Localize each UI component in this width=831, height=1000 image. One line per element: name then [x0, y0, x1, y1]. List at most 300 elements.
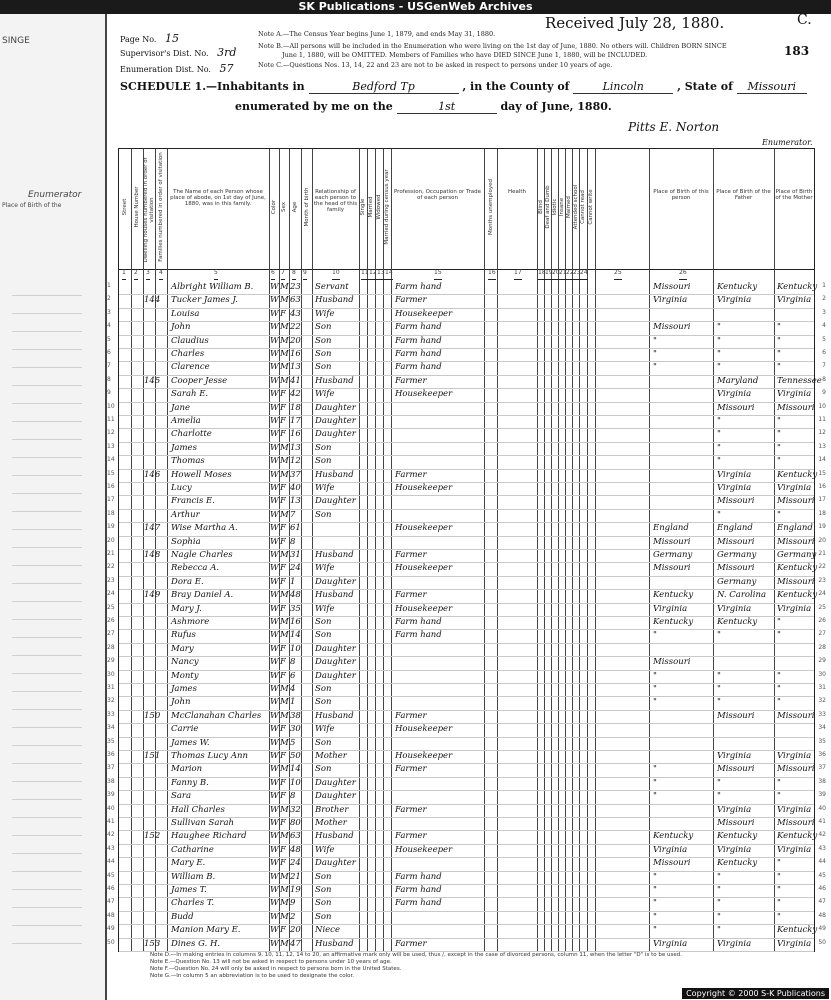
relationship-cell: Daughter [315, 402, 356, 413]
father-birthplace-cell: England [717, 523, 753, 534]
row-number-right: 46 [818, 885, 826, 892]
mother-birthplace-cell: Missouri [777, 576, 815, 587]
table-row [107, 924, 826, 938]
person-name: Nagle Charles [171, 550, 233, 560]
row-number-right: 38 [818, 777, 826, 785]
sheet-number: 183 [784, 44, 810, 58]
dwelling-number: 153 [144, 938, 161, 949]
table-row [107, 777, 826, 791]
person-name: Cooper Jesse [171, 375, 228, 386]
sex-cell: F [280, 429, 286, 440]
table-row [107, 723, 826, 737]
row-number-right: 44 [818, 858, 826, 866]
birthplace-cell: " [653, 335, 657, 346]
age-cell: 1 [290, 576, 296, 587]
age-cell: 41 [290, 375, 301, 386]
occupation-cell: Farmer [395, 938, 427, 949]
person-name: Lucy [171, 483, 192, 493]
column-header: Insane [558, 197, 565, 217]
sex-cell: F [280, 777, 286, 788]
column-header: Sex [281, 201, 287, 213]
row-number: 12 [107, 429, 115, 437]
row-number: 26 [107, 617, 115, 624]
occupation-cell: Farm hand [395, 898, 442, 909]
adjacent-page-word: SINGE [2, 36, 30, 46]
age-cell: 35 [290, 603, 301, 614]
sex-cell: M [280, 938, 289, 949]
relationship-cell: Wife [315, 563, 335, 574]
occupation-cell: Farmer [395, 804, 427, 815]
row-number: 46 [107, 885, 115, 892]
mother-birthplace-cell: Kentucky [777, 282, 818, 292]
person-name: Jane [171, 402, 190, 413]
father-birthplace-cell: " [717, 630, 721, 641]
father-birthplace-cell: " [717, 362, 721, 373]
color-cell: W [270, 282, 279, 292]
table-row [107, 804, 826, 818]
row-number: 38 [107, 777, 115, 785]
relationship-cell: Mother [315, 751, 347, 761]
mother-birthplace-cell: Virginia [777, 938, 812, 949]
person-name: Thomas Lucy Ann [171, 751, 248, 761]
birthplace-cell: Kentucky [653, 617, 694, 627]
column-number: 17 [514, 269, 522, 280]
sex-cell: M [280, 697, 289, 708]
sex-cell: M [280, 764, 289, 775]
table-row [107, 750, 826, 764]
relationship-cell: Son [315, 898, 332, 909]
row-number-right: 29 [818, 657, 826, 665]
row-number: 31 [107, 684, 115, 691]
column-header: Month of birth [303, 187, 310, 227]
person-name: James [171, 684, 197, 694]
age-cell: 10 [290, 643, 301, 654]
relationship-cell: Son [315, 322, 332, 333]
father-birthplace-cell: " [717, 416, 721, 426]
age-cell: 18 [290, 402, 301, 413]
row-number-right: 9 [822, 389, 826, 397]
dwelling-number: 150 [144, 710, 161, 721]
relationship-cell: Wife [315, 308, 335, 319]
birthplace-cell: Kentucky [653, 590, 694, 601]
row-number-right: 30 [818, 670, 826, 678]
table-row [107, 603, 826, 617]
occupation-cell: Housekeeper [395, 603, 453, 614]
row-number-right: 15 [818, 469, 826, 477]
occupation-cell: Farmer [395, 710, 427, 721]
mother-birthplace-cell: " [777, 911, 781, 922]
footer-note: Note G.—In column 5 an abbreviation is to be used to designate the color. [150, 973, 355, 979]
sex-cell: F [280, 818, 286, 828]
father-birthplace-cell: Kentucky [717, 858, 758, 869]
father-birthplace-cell: Virginia [717, 483, 752, 493]
row-number: 19 [107, 523, 115, 531]
enumeration-value: 57 [219, 62, 234, 75]
row-number: 16 [107, 483, 115, 490]
color-cell: W [270, 576, 279, 587]
row-number: 42 [107, 831, 115, 839]
column-number: 9 [303, 269, 307, 280]
row-number: 39 [107, 791, 115, 799]
father-birthplace-cell: " [717, 898, 721, 909]
table-row [107, 348, 826, 362]
column-header: Widowed [376, 194, 382, 220]
person-name: Albright William B. [171, 282, 254, 292]
adjacent-page-word: Place of Birth of the [2, 202, 62, 209]
county-value: Lincoln [573, 80, 673, 94]
column-number: 6 [271, 269, 275, 280]
sex-cell: M [280, 322, 289, 333]
relationship-cell: Daughter [315, 643, 356, 654]
relationship-cell: Son [315, 764, 332, 775]
father-birthplace-cell: " [717, 885, 721, 895]
color-cell: W [270, 643, 279, 654]
occupation-cell: Housekeeper [395, 844, 453, 855]
row-number-right: 22 [818, 563, 826, 571]
row-number-right: 39 [818, 791, 826, 799]
person-name: Thomas [171, 456, 205, 467]
sex-cell: F [280, 925, 286, 936]
row-number-right: 16 [818, 483, 826, 490]
row-number-right: 14 [818, 456, 826, 464]
relationship-cell: Daughter [315, 777, 356, 788]
row-number-right: 20 [818, 536, 826, 544]
row-number: 17 [107, 496, 115, 504]
relationship-cell: Wife [315, 724, 335, 735]
row-number-right: 28 [818, 643, 826, 651]
mother-birthplace-cell: " [777, 858, 781, 869]
mother-birthplace-cell: Kentucky [777, 469, 818, 480]
table-row [107, 361, 826, 375]
column-header: Color [271, 199, 277, 215]
column-number: 10 [332, 269, 340, 280]
person-name: Charlotte [171, 429, 212, 440]
column-number: 21 [559, 269, 567, 280]
row-number: 11 [107, 416, 115, 423]
sex-cell: M [280, 684, 289, 694]
person-name: Charles [171, 349, 205, 359]
mother-birthplace-cell: " [777, 885, 781, 895]
supervisor-label: Supervisor's Dist. No. [120, 49, 209, 58]
row-number-right: 18 [818, 509, 826, 517]
sex-cell: F [280, 416, 286, 426]
county-label: , in the County of [462, 80, 570, 93]
mother-birthplace-cell: " [777, 362, 781, 373]
birthplace-cell: Virginia [653, 844, 688, 855]
relationship-cell: Son [315, 885, 332, 895]
sex-cell: F [280, 657, 286, 668]
sex-cell: M [280, 885, 289, 895]
row-number: 43 [107, 844, 115, 852]
color-cell: W [270, 536, 279, 547]
sex-cell: M [280, 737, 289, 748]
column-header: House Number [134, 186, 140, 228]
sex-cell: M [280, 831, 289, 842]
color-cell: W [270, 898, 279, 909]
row-number-right: 32 [818, 697, 826, 705]
age-cell: 32 [290, 804, 301, 815]
birthplace-cell: Virginia [653, 938, 688, 949]
row-number: 9 [107, 389, 111, 397]
father-birthplace-cell: Virginia [717, 751, 752, 761]
column-header: Cannot write [588, 189, 594, 225]
supervisor-value: 3rd [217, 46, 237, 59]
father-birthplace-cell: " [717, 911, 721, 922]
dwelling-number: 149 [144, 590, 161, 601]
color-cell: W [270, 563, 279, 574]
row-number-right: 3 [822, 308, 826, 316]
color-cell: W [270, 295, 279, 306]
father-birthplace-cell: " [717, 684, 721, 694]
color-cell: W [270, 871, 279, 882]
table-row [107, 897, 826, 911]
color-cell: W [270, 375, 279, 386]
column-header: Attended school [572, 184, 579, 230]
sex-cell: F [280, 858, 286, 869]
column-header: Profession, Occupation or Trade of each person [393, 189, 482, 201]
census-table [107, 148, 826, 952]
person-name: John [171, 322, 191, 333]
row-number-right: 45 [818, 871, 826, 879]
mother-birthplace-cell: Kentucky [777, 590, 818, 601]
age-cell: 16 [290, 429, 301, 440]
father-birthplace-cell: Missouri [717, 710, 755, 721]
person-name: Francis E. [171, 496, 215, 507]
color-cell: W [270, 335, 279, 346]
column-header: Blind [537, 200, 544, 214]
age-cell: 8 [290, 791, 296, 802]
mother-birthplace-cell: " [777, 630, 781, 641]
column-header: Families numbered in order of visitation [158, 152, 164, 262]
person-name: McClanahan Charles [171, 710, 262, 721]
relationship-cell: Husband [315, 375, 354, 386]
table-row [107, 871, 826, 885]
birthplace-cell: " [653, 362, 657, 373]
occupation-cell: Farm hand [395, 362, 442, 373]
person-name: Sullivan Sarah [171, 818, 234, 828]
sex-cell: M [280, 335, 289, 346]
column-number: 15 [434, 269, 442, 280]
occupation-cell: Housekeeper [395, 483, 453, 493]
row-number: 3 [107, 308, 111, 316]
column-number: 20 [552, 269, 560, 280]
color-cell: W [270, 389, 279, 400]
sex-cell: F [280, 402, 286, 413]
column-header: Months unemployed [487, 178, 494, 236]
dwelling-number: 152 [144, 831, 161, 842]
father-birthplace-cell: " [717, 791, 721, 802]
age-cell: 17 [290, 416, 301, 426]
father-birthplace-cell: N. Carolina [717, 590, 767, 601]
table-row [107, 857, 826, 871]
adjacent-page-strip [0, 14, 107, 1000]
table-row [107, 683, 826, 697]
column-header: Place of Birth of the Mother [775, 189, 813, 201]
page-number-label: Page No. [120, 35, 157, 44]
occupation-cell: Farm hand [395, 335, 442, 346]
column-header: Health [507, 189, 527, 195]
color-cell: W [270, 777, 279, 788]
row-number: 36 [107, 751, 115, 758]
row-number: 47 [107, 898, 115, 906]
occupation-cell: Farm hand [395, 349, 442, 359]
age-cell: 16 [290, 617, 301, 627]
color-cell: W [270, 764, 279, 775]
father-birthplace-cell: Missouri [717, 536, 755, 547]
mother-birthplace-cell: " [777, 871, 781, 882]
note-b: Note B.—All persons will be included in the Enumeration who were living on the 1st day of June, 1880. No others will. Children BORN SINCE [258, 42, 727, 50]
person-name: Louisa [171, 308, 200, 319]
copyright: Copyright © 2000 S-K Publications [682, 988, 829, 999]
birthplace-cell: Virginia [653, 295, 688, 306]
table-row [107, 335, 826, 349]
row-number-right: 47 [818, 898, 826, 906]
color-cell: W [270, 550, 279, 560]
row-number-right: 49 [818, 925, 826, 933]
color-cell: W [270, 416, 279, 426]
enumerated-label: enumerated by me on the [235, 100, 393, 113]
footer-note: Note E.—Question No. 13 will not be asked in respect to persons under 10 years of age. [150, 959, 392, 965]
birthplace-cell: " [653, 791, 657, 802]
column-number: 19 [545, 269, 553, 280]
color-cell: W [270, 724, 279, 735]
sex-cell: M [280, 871, 289, 882]
father-birthplace-cell: Missouri [717, 402, 755, 413]
father-birthplace-cell: Virginia [717, 844, 752, 855]
person-name: Mary [171, 643, 194, 654]
age-cell: 23 [290, 282, 301, 292]
sex-cell: F [280, 496, 286, 507]
table-row [107, 763, 826, 777]
person-name: Carrie [171, 724, 199, 735]
row-number-right: 40 [818, 804, 826, 812]
sex-cell: M [280, 509, 289, 520]
enumeration-label: Enumeration Dist. No. [120, 65, 211, 74]
table-row [107, 536, 826, 550]
occupation-cell: Farmer [395, 764, 427, 775]
mother-birthplace-cell: Virginia [777, 483, 812, 493]
column-header: Idiotic [551, 198, 558, 216]
occupation-cell: Farmer [395, 469, 427, 480]
row-number: 48 [107, 911, 115, 919]
enumerator-label: Enumerator. [762, 138, 813, 147]
father-birthplace-cell: Maryland [717, 375, 759, 386]
column-header: Married [368, 196, 374, 218]
state-value: Missouri [737, 80, 807, 94]
row-number-right: 12 [818, 429, 826, 437]
row-number: 27 [107, 630, 115, 638]
birthplace-cell: " [653, 925, 657, 936]
person-name: John [171, 697, 191, 708]
color-cell: W [270, 308, 279, 319]
row-number-right: 5 [822, 335, 826, 343]
row-number-right: 50 [818, 938, 826, 946]
column-number: 18 [538, 269, 546, 280]
relationship-cell: Son [315, 684, 332, 694]
row-number-right: 37 [818, 764, 826, 772]
mother-birthplace-cell: " [777, 349, 781, 359]
color-cell: W [270, 684, 279, 694]
occupation-cell: Housekeeper [395, 563, 453, 574]
age-cell: 37 [290, 469, 301, 480]
relationship-cell: Son [315, 362, 332, 373]
relationship-cell: Husband [315, 831, 354, 842]
birthplace-cell: Germany [653, 550, 693, 560]
birthplace-cell: Virginia [653, 603, 688, 614]
person-name: Dines G. H. [171, 938, 221, 949]
mother-birthplace-cell: Virginia [777, 295, 812, 306]
person-name: Sarah E. [171, 389, 209, 400]
mother-birthplace-cell: " [777, 335, 781, 346]
occupation-cell: Farmer [395, 831, 427, 842]
column-number: 23 [573, 269, 581, 280]
row-number-right: 26 [818, 617, 826, 624]
row-number: 5 [107, 335, 111, 343]
month-label: day of June, 1880. [500, 100, 612, 113]
person-name: Tucker James J. [171, 295, 238, 306]
age-cell: 30 [290, 724, 301, 735]
row-number: 28 [107, 643, 115, 651]
column-number: 22 [566, 269, 574, 280]
enumerated-line [235, 100, 612, 114]
relationship-cell: Son [315, 630, 332, 641]
birthplace-cell: " [653, 911, 657, 922]
enumerated-day: 1st [397, 100, 497, 114]
color-cell: W [270, 496, 279, 507]
age-cell: 61 [290, 523, 301, 534]
table-row [107, 562, 826, 576]
color-cell: W [270, 925, 279, 936]
column-header: Single [360, 198, 366, 216]
occupation-cell: Farmer [395, 295, 427, 306]
color-cell: W [270, 791, 279, 802]
person-name: Sara [171, 791, 192, 802]
row-number: 10 [107, 402, 115, 410]
row-number: 33 [107, 710, 115, 718]
relationship-cell: Wife [315, 483, 335, 493]
column-header: Street [122, 198, 128, 216]
age-cell: 63 [290, 295, 301, 306]
relationship-cell: Husband [315, 550, 354, 560]
dwelling-number: 145 [144, 375, 161, 386]
row-number-right: 4 [822, 322, 826, 330]
row-number: 37 [107, 764, 115, 772]
column-number: 7 [281, 269, 285, 280]
row-number-right: 33 [818, 710, 826, 718]
person-name: Mary J. [171, 603, 202, 614]
person-name: Bray Daniel A. [171, 590, 234, 601]
table-row [107, 442, 826, 456]
occupation-cell: Farmer [395, 590, 427, 601]
birthplace-cell: Missouri [653, 858, 691, 869]
relationship-cell: Son [315, 737, 332, 748]
age-cell: 10 [290, 777, 301, 788]
age-cell: 8 [290, 657, 296, 668]
row-number-right: 6 [822, 349, 826, 356]
dwelling-number: 147 [144, 523, 161, 534]
age-cell: 7 [290, 509, 296, 520]
mother-birthplace-cell: Tennessee [777, 375, 822, 386]
mother-birthplace-cell: Kentucky [777, 831, 818, 842]
relationship-cell: Niece [315, 925, 340, 936]
relationship-cell: Wife [315, 389, 335, 400]
row-number: 30 [107, 670, 115, 678]
age-cell: 19 [290, 885, 301, 895]
table-header [119, 149, 814, 270]
relationship-cell: Daughter [315, 429, 356, 440]
sex-cell: F [280, 724, 286, 735]
row-number: 15 [107, 469, 115, 477]
